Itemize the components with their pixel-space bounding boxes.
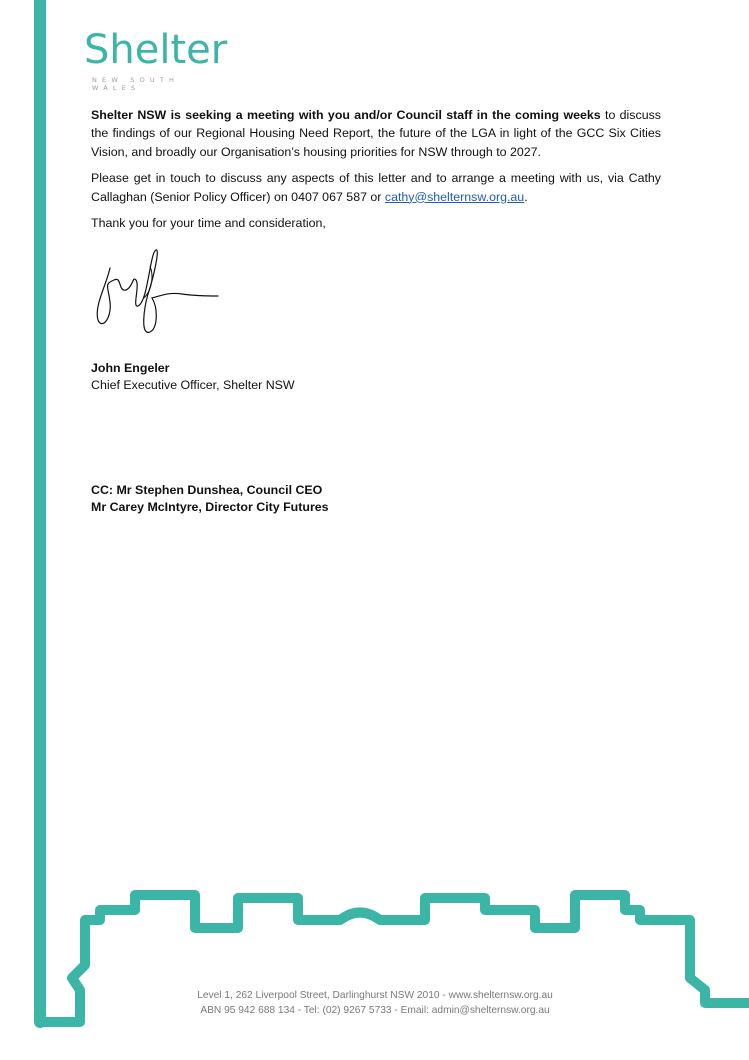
meeting-request-rest: to discuss the findings of our Regional Housing Need Report, the future of the LGA in light of the GCC Six Cities Vision, and broadly our Organisation’s housing priorities for NSW through to 2027. [91,108,661,159]
cc-line-2: Mr Carey McIntyre, Director City Futures [91,500,329,514]
meeting-request-bold: Shelter NSW is seeking a meeting with you and/or Council staff in the coming weeks [91,108,601,122]
paragraph-contact [91,169,661,206]
logo-subtitle: NEW SOUTH WALES [92,76,180,92]
handwritten-signature [92,246,222,338]
shelter-logo [84,27,234,92]
paragraph-meeting-request [91,106,661,161]
letter-body [91,106,661,232]
contact-text: Please get in touch to discuss any aspects of this letter and to arrange a meeting with us, via Cathy Callaghan (Senior Policy Officer) on 0407 067 587 or [91,171,661,204]
contact-email-link[interactable]: cathy@shelternsw.org.au [384,189,525,204]
logo-wordmark: Shelter [84,27,228,73]
footer-line-2: ABN 95 942 688 134 - Tel: (02) 9267 5733 - Email: admin@shelternsw.org.au [200,1005,550,1016]
signer-title: Chief Executive Officer, Shelter NSW [91,378,295,392]
signer-name: John Engeler [91,361,170,375]
cc-block [91,482,329,516]
footer-line-1: Level 1, 262 Liverpool Street, Darlinghurst NSW 2010 - www.shelternsw.org.au [197,990,553,1001]
cc-line-1: CC: Mr Stephen Dunshea, Council CEO [91,483,323,497]
paragraph-thanks: Thank you for your time and consideration, [91,216,326,231]
signer-block [91,360,295,394]
contact-end: . [524,189,528,204]
footer-contact [150,988,600,1018]
